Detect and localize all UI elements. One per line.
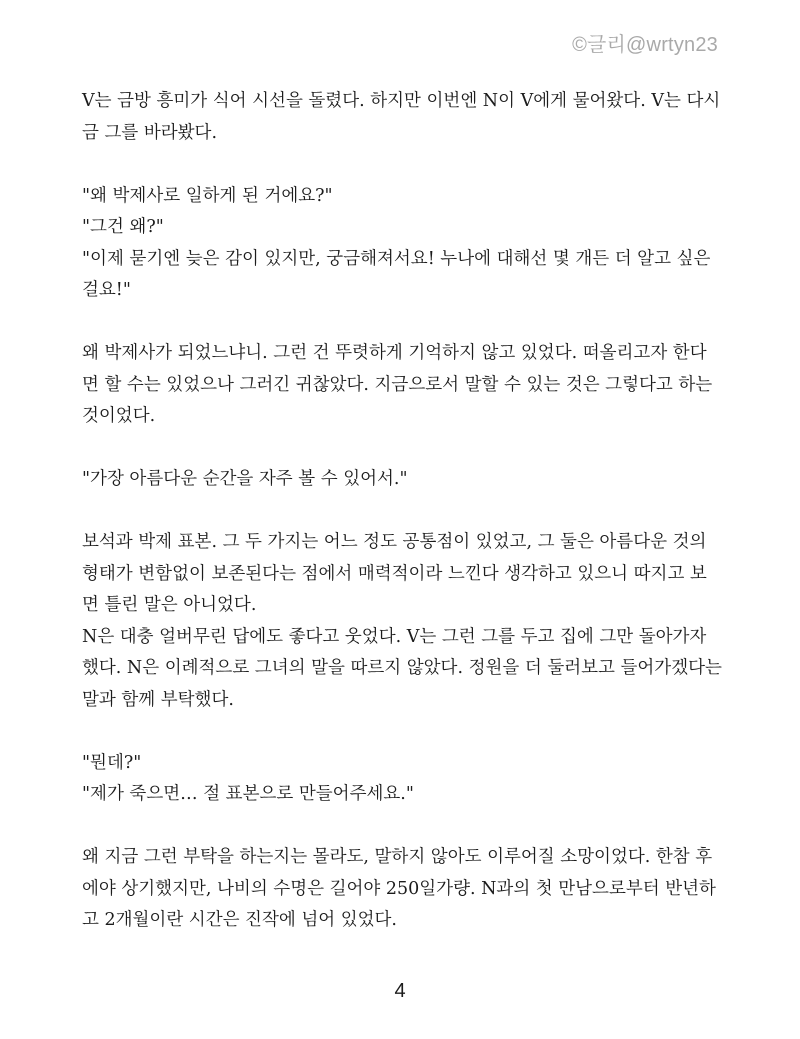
paragraph: 보석과 박제 표본. 그 두 가지는 어느 정도 공통점이 있었고, 그 둘은 아름다운 것의 형태가 변함없이 보존된다는 점에서 매력적이라 느낀다 생각하고 있으니 따지고 보면 틀린 말은 아니었다.: [82, 532, 707, 615]
dialogue-line: "이제 묻기엔 늦은 감이 있지만, 궁금해져서요! 누나에 대해선 몇 개든 더 알고 싶은걸요!": [82, 248, 711, 300]
paragraph: 왜 박제사가 되었느냐니. 그런 건 뚜렷하게 기억하지 않고 있었다. 떠올리고자 한다면 할 수는 있었으나 그러긴 귀찮았다. 지금으로서 말할 수 있는 것은 그렇다고 하는 것이었다.: [82, 343, 713, 426]
paragraph-gap: [82, 307, 722, 339]
paragraph: V는 금방 흥미가 식어 시선을 돌렸다. 하지만 이번엔 N이 V에게 물어왔다. V는 다시금 그를 바라봤다.: [82, 91, 721, 143]
paragraph-gap: [82, 433, 722, 465]
body-text: [82, 86, 722, 937]
paragraph-gap: [82, 811, 722, 843]
paragraph: N은 대충 얼버무린 답에도 좋다고 웃었다. V는 그런 그를 두고 집에 그만 돌아가자 했다. N은 이례적으로 그녀의 말을 따르지 않았다. 정원을 더 둘러보고 들어가겠다는 말과 함께 부탁했다.: [82, 626, 722, 710]
dialogue-line: "뭔데?": [82, 752, 142, 773]
dialogue-line: "제가 죽으면… 절 표본으로 만들어주세요.": [82, 784, 414, 804]
paragraph-gap: [82, 149, 722, 181]
dialogue-line: "왜 박제사로 일하게 된 거에요?": [82, 185, 333, 206]
paragraph-gap: [82, 496, 722, 528]
watermark: ©글리@wrtyn23: [572, 34, 718, 56]
dialogue-line: "그건 왜?": [82, 217, 164, 237]
page-number: 4: [394, 980, 406, 1002]
paragraph: 왜 지금 그런 부탁을 하는지는 몰라도, 말하지 않아도 이루어질 소망이었다. 한참 후에야 상기했지만, 나비의 수명은 길어야 250일가량. N과의 첫 만남으로부터 반년하고 2개월이란 시간은 진작에 넘어 있었다.: [82, 847, 716, 930]
paragraph-gap: [82, 716, 722, 748]
dialogue-line: "가장 아름다운 순간을 자주 볼 수 있어서.": [82, 469, 408, 489]
